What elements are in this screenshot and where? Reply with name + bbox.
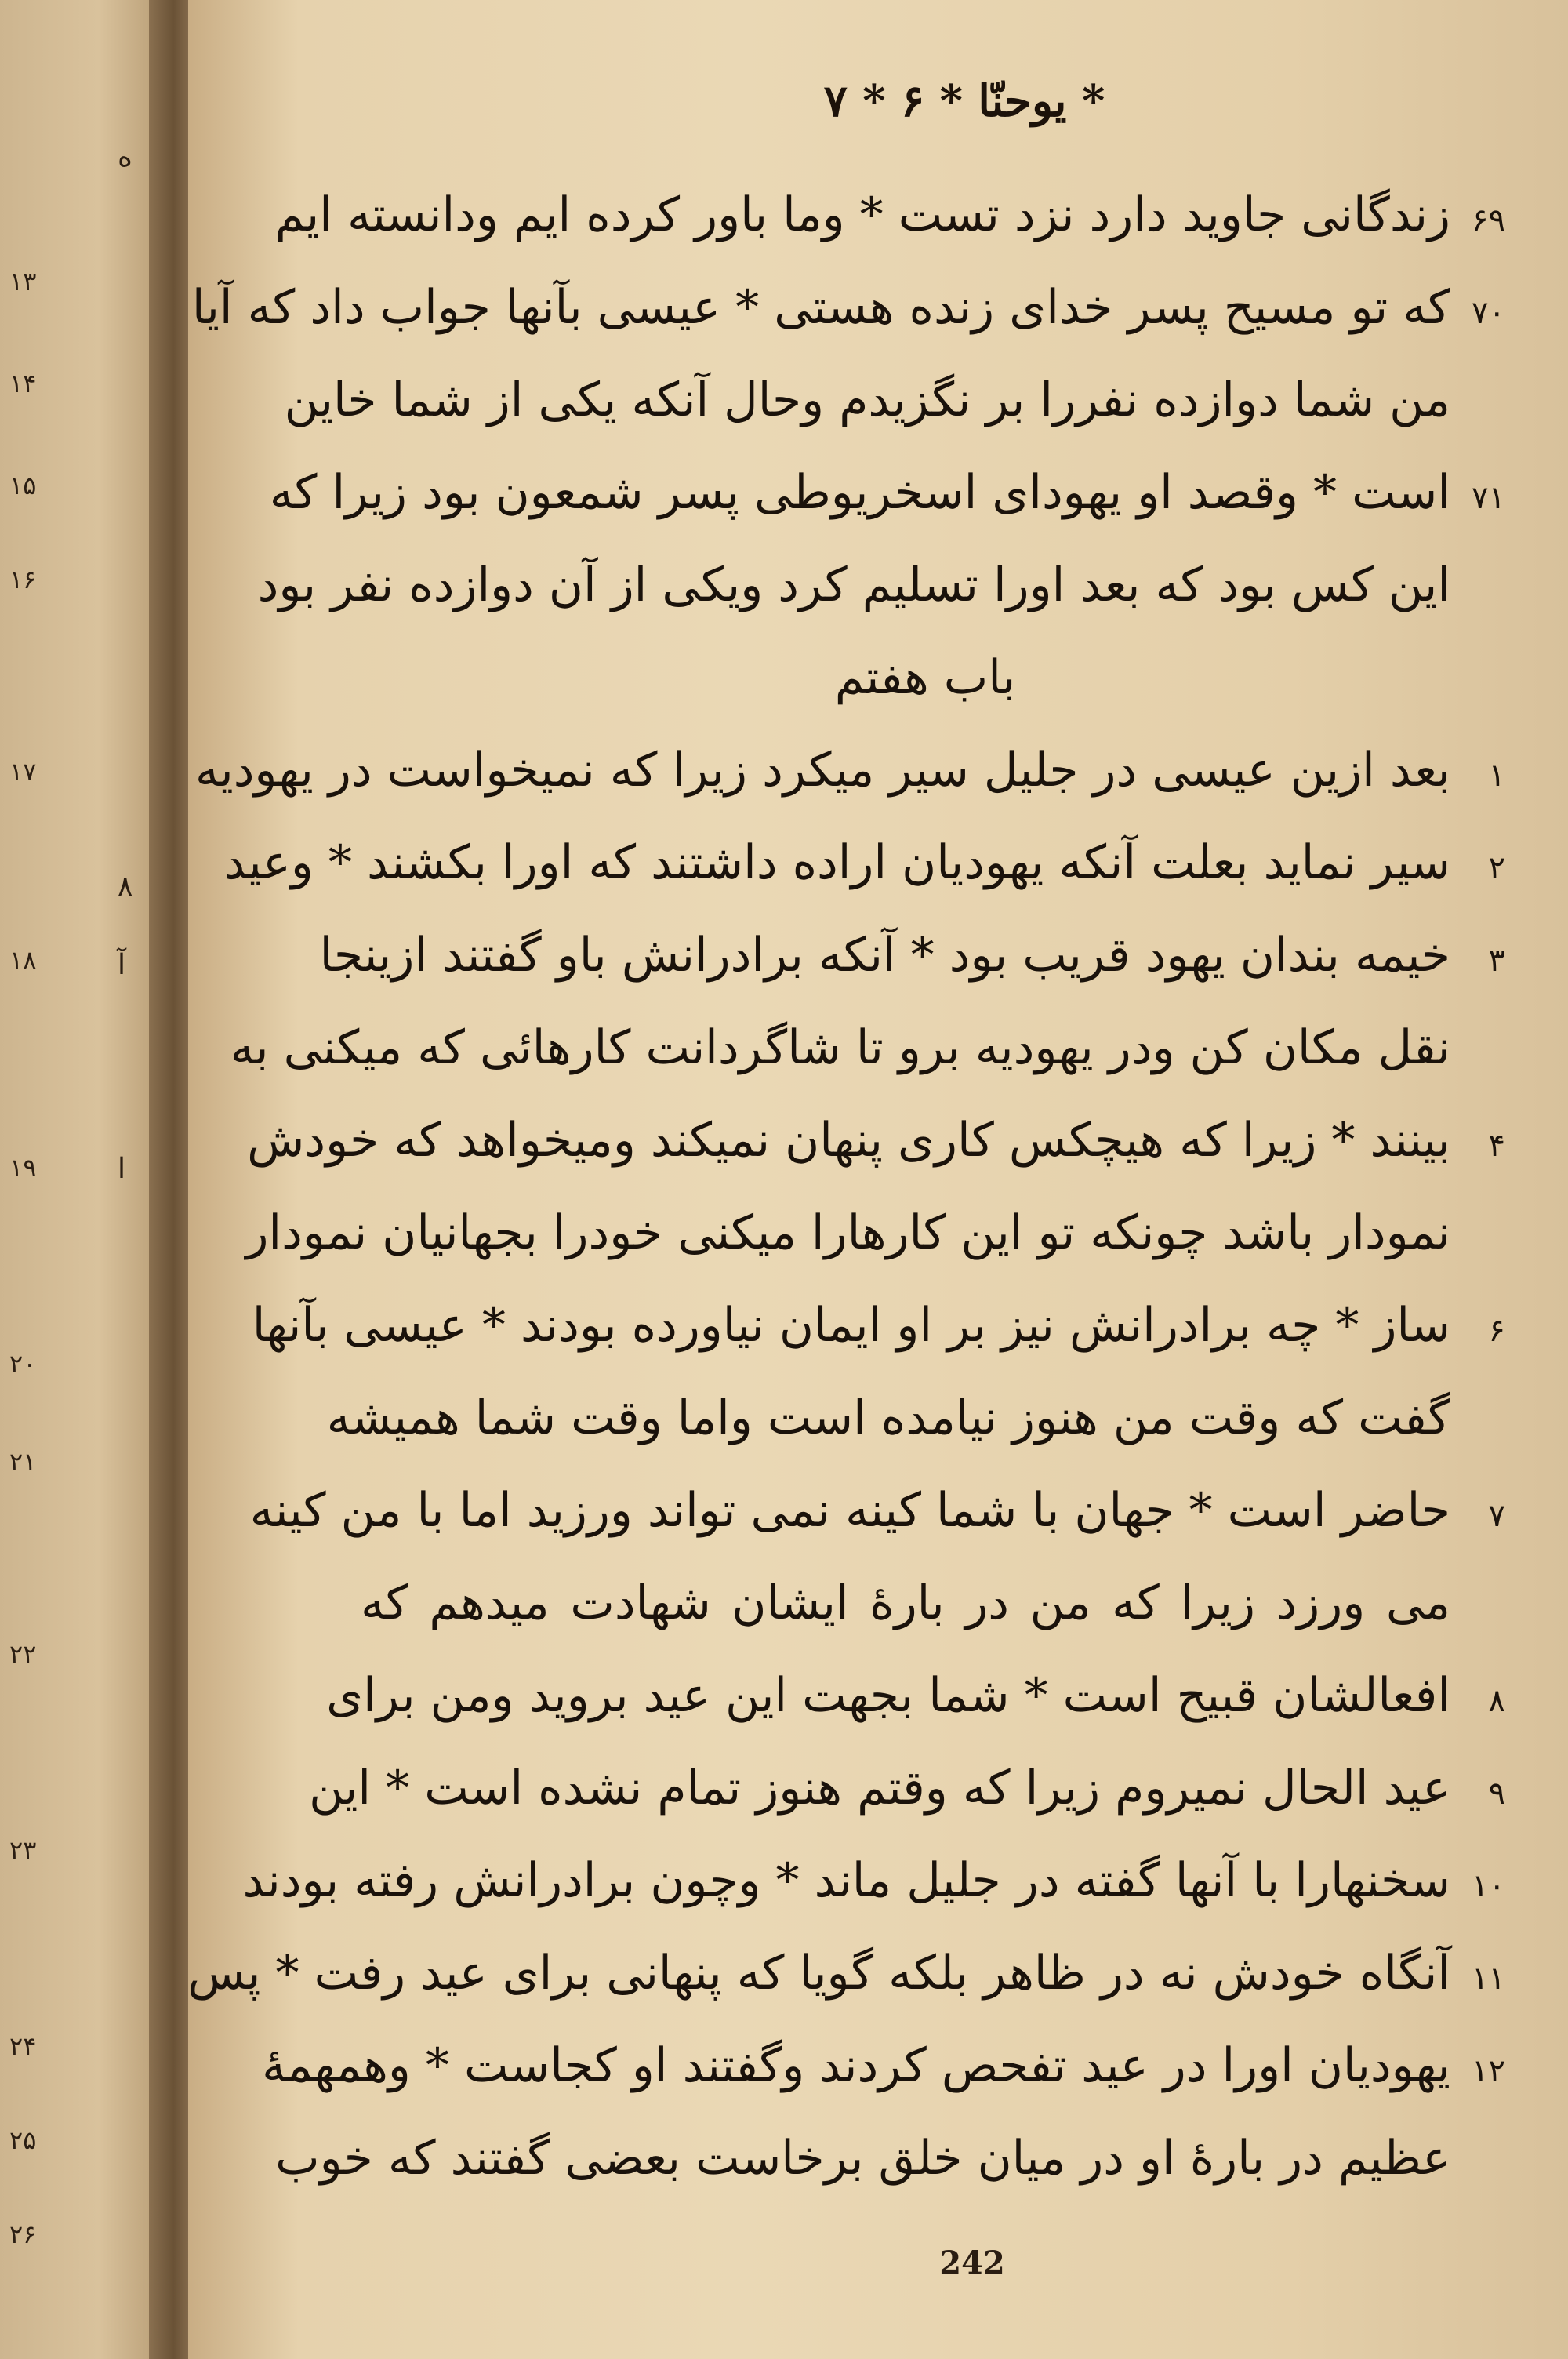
text-line (274, 169, 1505, 261)
left-verse-number: ۱۵ (9, 471, 37, 500)
line-text: می ورزد زیرا که من در بارهٔ ایشان شهادت میدهم که (361, 1576, 1450, 1630)
left-verse-number: ۱۳ (9, 267, 37, 296)
left-verse-number: ۲۵ (9, 2125, 37, 2155)
text-line (257, 539, 1505, 631)
left-text-fragment: ا (118, 1153, 126, 1185)
left-verse-number: ۱۹ (9, 1153, 37, 1183)
left-verse-number: ۱۷ (9, 757, 37, 787)
text-line (223, 816, 1505, 909)
text-line (187, 1927, 1505, 2019)
verse-number: ۸ (1488, 1683, 1505, 1719)
verse-number: ۱ (1488, 758, 1505, 794)
text-line (242, 1834, 1505, 1927)
line-text: عظیم در بارهٔ او در میان خلق برخاست بعضی گفتند که خوب (275, 2131, 1450, 2186)
left-verse-number: ۲۲ (9, 1639, 37, 1669)
page-number: 242 (939, 2245, 1005, 2281)
verse-number: ۱۰ (1472, 1868, 1505, 1904)
left-verse-number: ۲۰ (9, 1349, 37, 1379)
left-verse-number: ۱۶ (9, 565, 37, 594)
verse-number: ۴ (1488, 1128, 1505, 1164)
verse-number: ۳ (1488, 943, 1505, 979)
text-line (252, 1279, 1505, 1372)
text-line (309, 1742, 1505, 1834)
line-text: یهودیان اورا در عید تفحص کردند وگفتند او کجاست * وهمهمهٔ (262, 2038, 1450, 2093)
line-text: این کس بود که بعد اورا تسلیم کرد ویکی از آن دوازده نفر بود (257, 558, 1450, 612)
left-page-edge (0, 0, 165, 2359)
text-line (326, 1649, 1505, 1742)
line-text: عید الحال نمیروم زیرا که وقتم هنوز تمام نشده است * این (309, 1761, 1450, 1816)
verse-number: ۷ (1488, 1498, 1505, 1534)
text-line (319, 909, 1505, 1001)
line-text: سخنهارا با آنها گفته در جلیل ماند * وچون برادرانش رفته بودند (242, 1853, 1450, 1908)
text-line (191, 261, 1505, 354)
line-text: ساز * چه برادرانش نیز بر او ایمان نیاورده بودند * عیسی بآنها (252, 1298, 1450, 1353)
text-line (194, 724, 1505, 816)
left-verse-number: ۲۴ (9, 2031, 37, 2061)
text-block (187, 169, 1505, 2205)
line-text: گفت که وقت من هنوز نیامده است واما وقت شما همیشه (326, 1390, 1450, 1445)
verse-number: ۱۱ (1472, 1961, 1505, 1997)
text-line (345, 1557, 1505, 1649)
verse-number: ۶۹ (1472, 202, 1505, 238)
text-line (245, 1187, 1505, 1279)
line-text: خیمه بندان یهود قریب بود * آنکه برادرانش باو گفتند ازینجا (319, 928, 1450, 983)
line-text: سیر نماید بعلت آنکه یهودیان اراده داشتند که اورا بکشند * وعید (223, 835, 1450, 890)
left-verse-number: ۱۸ (9, 945, 37, 975)
text-line (275, 2112, 1505, 2205)
left-verse-number: ۲۱ (9, 1447, 37, 1477)
verse-number: ۹ (1488, 1776, 1505, 1812)
line-text: زندگانی جاوید دارد نزد تست * وما باور کرده ایم ودانسته ایم (274, 187, 1450, 242)
line-text: بینند * زیرا که هیچکس کاری پنهان نمیکند ومیخواهد که خودش (247, 1113, 1450, 1168)
verse-number: ۷۱ (1472, 480, 1505, 516)
line-text: من شما دوازده نفررا بر نگزیدم وحال آنکه یکی از شما خاین (284, 373, 1450, 427)
text-line (326, 1372, 1505, 1464)
chapter-heading: باب هفتم (834, 650, 1016, 705)
text-line (269, 446, 1505, 539)
line-text: که تو مسیح پسر خدای زنده هستی * عیسی بآنها جواب داد که آیا (191, 280, 1450, 335)
left-verse-number: ۲۶ (9, 2219, 37, 2249)
line-text: نقل مکان کن ودر یهودیه برو تا شاگردانت کارهائی که میکنی به (230, 1020, 1450, 1075)
verse-number: ۷۰ (1472, 295, 1505, 331)
left-verse-number: ۱۴ (9, 369, 37, 398)
verse-number: ۲ (1488, 850, 1505, 886)
text-line (249, 1464, 1505, 1557)
left-text-fragment: ۸ (118, 871, 133, 903)
left-text-fragment: ه (118, 141, 132, 173)
line-text: است * وقصد او یهودای اسخریوطی پسر شمعون بود زیرا که (269, 465, 1450, 520)
verse-number: ۶ (1488, 1313, 1505, 1349)
line-text: بعد ازین عیسی در جلیل سیر میکرد زیرا که نمیخواست در یهودیه (194, 743, 1450, 798)
line-text: نمودار باشد چونکه تو این کارهارا میکنی خودرا بجهانیان نمودار (245, 1205, 1450, 1260)
text-line (284, 354, 1505, 446)
text-line (230, 1001, 1505, 1094)
verse-number: ۱۲ (1472, 2053, 1505, 2089)
text-line (247, 1094, 1505, 1187)
left-verse-number: ۲۳ (9, 1835, 37, 1865)
line-text: افعالشان قبیح است * شما بجهت این عید بروید ومن برای (326, 1668, 1450, 1723)
text-line (262, 2019, 1505, 2112)
left-text-fragment: آ (118, 949, 126, 981)
line-text: آنگاه خودش نه در ظاهر بلکه گویا که پنهانی برای عید رفت * پس (187, 1946, 1450, 2001)
running-header: یوحنّا * ۶ * ۷ * (823, 75, 1105, 127)
line-text: حاضر است * جهان با شما کینه نمی تواند ورزید اما با من کینه (249, 1483, 1450, 1538)
